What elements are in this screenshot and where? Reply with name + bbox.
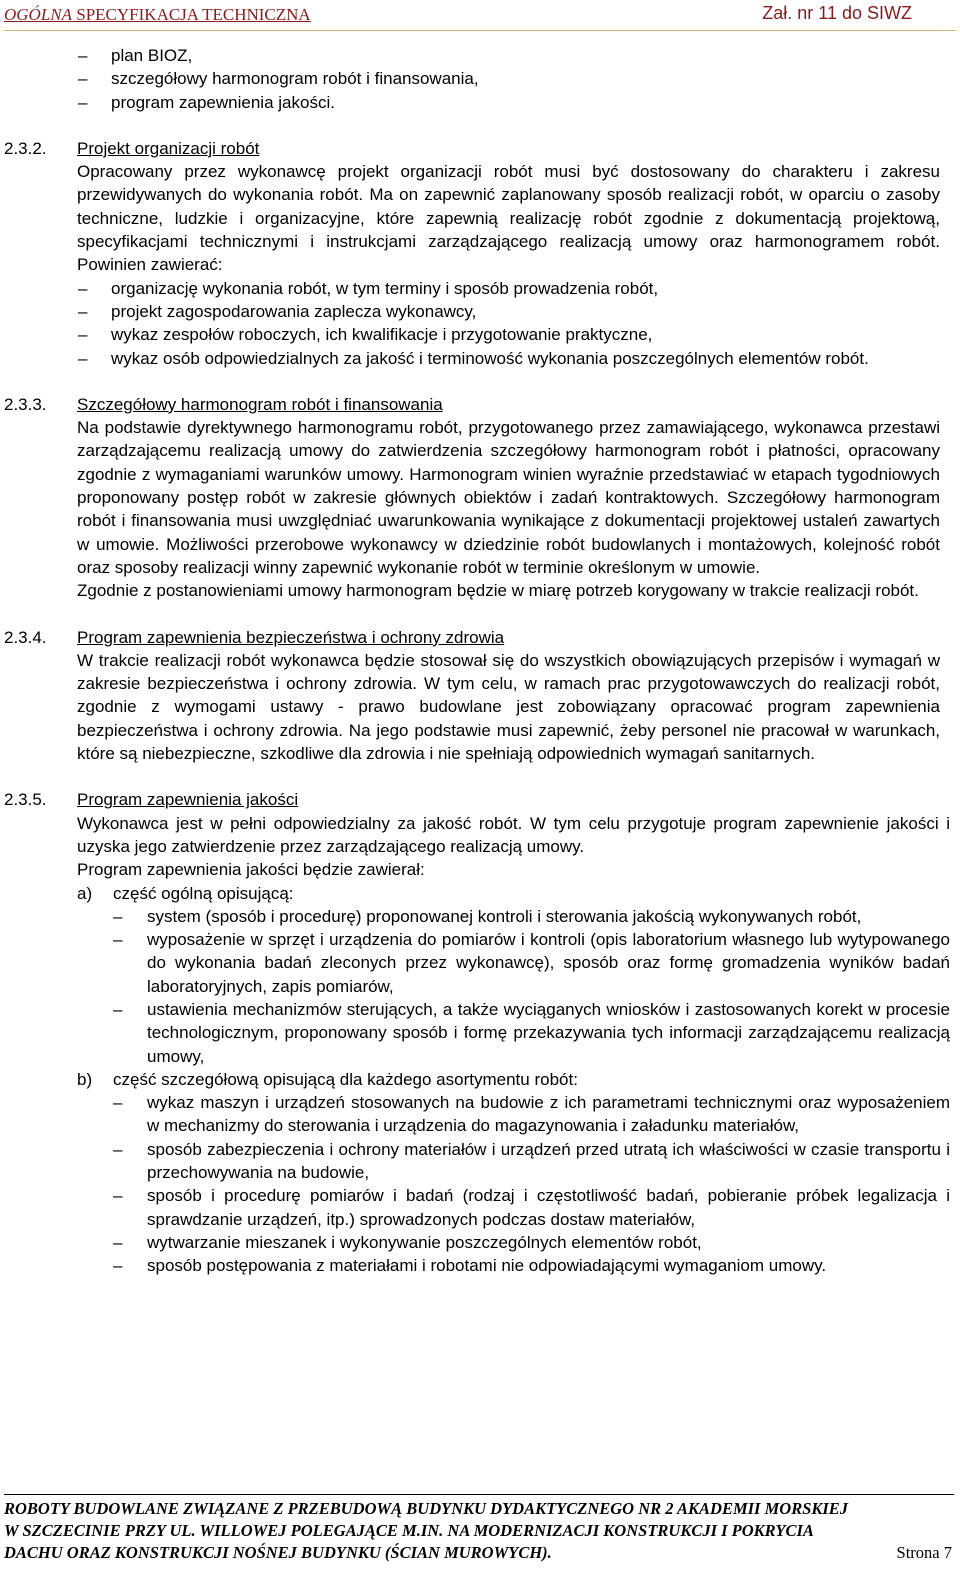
section-2-3-2 xyxy=(0,137,960,370)
dash-bullet: – xyxy=(78,92,88,112)
list-part-a xyxy=(0,882,960,1068)
paragraph: Zgodnie z postanowieniami umowy harmonogram będzie w miarę potrzeb korygowany w trakcie realizacji robót. xyxy=(77,581,919,601)
list-item xyxy=(77,323,950,346)
section-title: Projekt organizacji robót xyxy=(77,138,260,158)
dash-bullet: – xyxy=(113,1256,123,1276)
list-item xyxy=(113,1254,960,1277)
dash-bullet: – xyxy=(113,930,123,950)
list-part-b xyxy=(0,1068,960,1278)
document-body xyxy=(0,44,960,1278)
list-item xyxy=(77,277,950,300)
list-item xyxy=(113,998,960,1068)
list-item xyxy=(113,1184,960,1231)
list-item-text: wykaz zespołów roboczych, ich kwalifikacje i przygotowanie praktyczne, xyxy=(111,325,653,345)
dash-bullet: – xyxy=(78,69,88,89)
list-item-text: sposób zabezpieczenia i ochrony materiałów i urządzeń przed utratą ich właściwości w czasie transportu i przechowywania na budowie, xyxy=(147,1139,950,1183)
paragraph: Wykonawca jest w pełni odpowiedzialny za jakość robót. W tym celu przygotuje program zapewnienie jakości i uzyska jego zatwierdzenie przez zarządzającego realizacją umowy. xyxy=(77,813,950,856)
list-item-text: wyposażenie w sprzęt i urządzenia do pomiarów i kontroli (opis laboratorium własnego lub wytypowanego do wykonania badań zleconych przez wykonawcę), sposób oraz formę gromadzenia wyników badań laboratoryjnych, zapis pomiarów, xyxy=(147,930,950,996)
dash-bullet: – xyxy=(113,1139,123,1159)
section-2-3-5 xyxy=(0,788,960,881)
dash-bullet: – xyxy=(78,348,88,368)
page-header xyxy=(4,2,956,31)
list-item xyxy=(113,1231,960,1254)
list-letter: b) xyxy=(77,1069,93,1089)
section-2-3-4 xyxy=(0,626,960,766)
page-number: Strona 7 xyxy=(896,1543,952,1562)
list-item-text: sposób i procedurę pomiarów i badań (rodzaj i częstotliwość badań, pobieranie próbek legalizacja i sprawdzanie urządzeń, itp.) sprowadzonych podczas dostaw materiałów, xyxy=(147,1186,950,1229)
list-item-text: wykaz osób odpowiedzialnych za jakość i terminowość wykonania poszczególnych elementów robót. xyxy=(111,348,869,368)
dash-bullet: – xyxy=(113,906,123,926)
section-number: 2.3.5. xyxy=(4,790,47,810)
paragraph: W trakcie realizacji robót wykonawca będzie stosował się do wszystkich obowiązujących przepisów i wymagań w zakresie bezpieczeństwa i ochrony zdrowia. W tym celu, w ramach prac przygotowawczych do realizacji robót, zgodnie z wymogami ustawy - prawo budowlane jest zobowiązany opracować program zapewnienia bezpieczeństwa i ochrony zdrowia. Na jego podstawie musi zapewnić, żeby personel nie pracował w warunkach, które są niebezpieczne, szkodliwe dla zdrowia i nie spełniają odpowiednich wymagań sanitarnych. xyxy=(77,650,940,764)
list-item-text: szczegółowy harmonogram robót i finansowania, xyxy=(111,69,479,89)
dash-bullet: – xyxy=(78,301,88,321)
list-item-text: system (sposób i procedurę) proponowanej kontroli i sterowania jakością wykonywanych robót, xyxy=(147,906,862,926)
section-title: Szczegółowy harmonogram robót i finansowania xyxy=(77,394,443,414)
list-item xyxy=(77,300,950,323)
section-number: 2.3.4. xyxy=(4,627,47,647)
header-spec-title xyxy=(4,5,311,25)
list-item-text: ustawienia mechanizmów sterujących, a także wyciąganych wniosków i zastosowanych korekt w procesie technologicznym, proponowany sposób i formę przekazywania tych informacji zarządzającemu realizacją umowy, xyxy=(147,999,950,1066)
section-title: Program zapewnienia bezpieczeństwa i ochrony zdrowia xyxy=(77,627,505,647)
section-number: 2.3.2. xyxy=(4,138,47,158)
section-number: 2.3.3. xyxy=(4,394,47,414)
header-spec-title-italic: OGÓLNA xyxy=(4,5,73,24)
paragraph: Na podstawie dyrektywnego harmonogramu robót, przygotowanego przez zamawiającego, wykonawca przestawi zarządzającemu realizacją umowy do zatwierdzenia szczegółowy harmonogram robót i płatności, opracowany zgodnie z wymaganiami warunków umowy. Harmonogram winien wyraźnie przedstawiać w etapach tygodniowych proponowany postęp robót w zakresie głównych obiektów i zadań kontraktowych. Szczegółowy harmonogram robót i finansowania musi uwzględniać uwarunkowania wynikające z dokumentacji projektowej ustaleń zawartych w umowie. Możliwości przerobowe wykonawcy w dziedzinie robót budowlanych i montażowych, kolejność robót oraz sposoby realizacji winny zapewnić wykonanie robót w terminie określonym w umowie. xyxy=(77,418,940,577)
section-2-3-3 xyxy=(0,393,960,603)
section-title: Program zapewnienia jakości xyxy=(77,790,299,810)
header-attachment-label: Zał. nr 11 do SIWZ xyxy=(762,3,912,23)
dash-bullet: – xyxy=(113,1093,123,1113)
list-item xyxy=(113,1091,960,1138)
footer-line-text: DACHU ORAZ KONSTRUKCJI NOŚNEJ BUDYNKU (ŚCIAN MUROWYCH). xyxy=(4,1543,552,1562)
dash-bullet: – xyxy=(113,1186,123,1206)
list-item-text: plan BIOZ, xyxy=(111,46,193,65)
dash-bullet: – xyxy=(78,325,88,345)
dash-bullet: – xyxy=(113,1232,123,1252)
header-spec-title-rest: SPECYFIKACJA TECHNICZNA xyxy=(72,5,311,24)
dash-bullet: – xyxy=(78,46,88,65)
paragraph: Program zapewnienia jakości będzie zawierał: xyxy=(77,860,425,880)
list-letter: a) xyxy=(77,883,93,903)
list-part-label: część szczegółową opisującą dla każdego asortymentu robót: xyxy=(113,1069,578,1089)
page-footer xyxy=(4,1494,954,1564)
list-item-text: wytwarzanie mieszanek i wykonywanie poszczególnych elementów robót, xyxy=(147,1232,702,1252)
list-item xyxy=(0,44,960,67)
list-item xyxy=(0,67,960,90)
paragraph: Opracowany przez wykonawcę projekt organizacji robót musi być dostosowany do charakteru i zakresu przewidywanych do wykonania robót. Ma on zapewnić zaplanowany sposób realizacji robót, w oparciu o zasoby techniczne, ludzkie i organizacyjne, które zapewnią realizację robót zgodnie z dokumentacją projektową, specyfikacjami technicznymi i instrukcjami zarządzającego realizacją umowy oraz harmonogramem robót. Powinien zawierać: xyxy=(77,162,940,275)
list-item-text: projekt zagospodarowania zaplecza wykonawcy, xyxy=(111,301,477,321)
dash-bullet: – xyxy=(78,278,88,298)
footer-line: W SZCZECINIE PRZY UL. WILLOWEJ POLEGAJĄCE M.IN. NA MODERNIZACJI KONSTRUKCJI I POKRYCIA xyxy=(4,1521,814,1540)
list-item-text: wykaz maszyn i urządzeń stosowanych na budowie z ich parametrami technicznymi oraz wyposażeniem w mechanizmy do sterowania i urządzenia do magazynowania i załadunku materiałów, xyxy=(147,1093,950,1136)
list-item xyxy=(77,347,950,370)
list-part-label: część ogólną opisującą: xyxy=(113,883,294,903)
dash-bullet: – xyxy=(113,999,123,1019)
list-item xyxy=(0,91,960,114)
list-item-text: sposób postępowania z materiałami i robotami nie odpowiadającymi wymaganiom umowy. xyxy=(147,1256,827,1276)
footer-line-last xyxy=(4,1542,954,1564)
list-item xyxy=(113,928,960,998)
list-item xyxy=(113,1138,960,1185)
footer-line: ROBOTY BUDOWLANE ZWIĄZANE Z PRZEBUDOWĄ BUDYNKU DYDAKTYCZNEGO NR 2 AKADEMII MORSKIEJ xyxy=(4,1499,849,1518)
list-item-text: program zapewnienia jakości. xyxy=(111,92,335,112)
list-item-text: organizację wykonania robót, w tym terminy i sposób prowadzenia robót, xyxy=(111,278,659,298)
list-item xyxy=(113,905,960,928)
